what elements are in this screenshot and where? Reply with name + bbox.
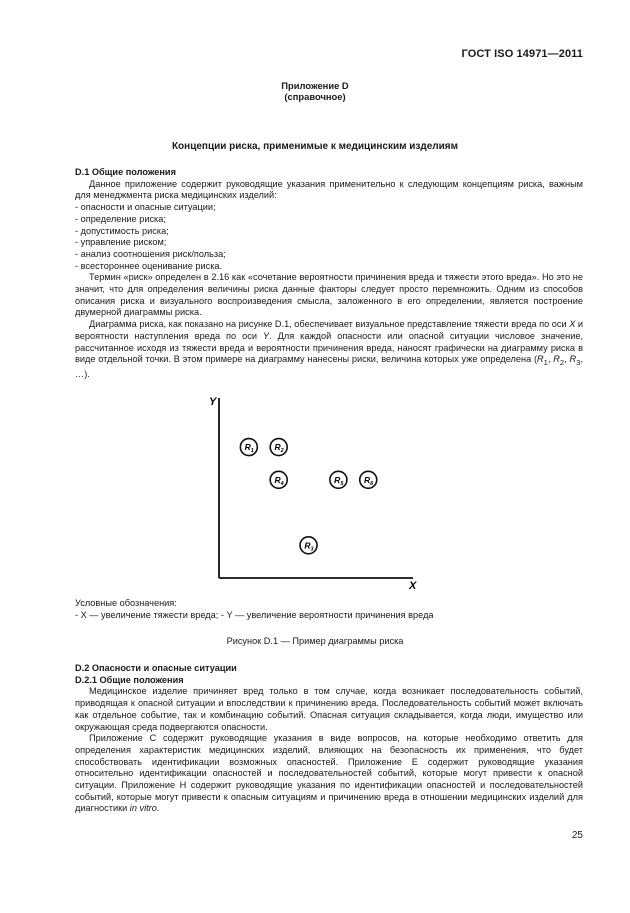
- section-d2-para1: Медицинское изделие причиняет вред только в том случае, когда возникает последовательность событий, приводящая к опасной ситуации и впоследствии к причинению вреда. Последовательность событий может включать как отдельное событие, так и комбинацию событий. Опасная ситуация складывается, когда люди, имущество или окружающая среда подвергаются опасности.: [75, 686, 583, 732]
- concept-list: [75, 202, 583, 272]
- risk-chart: [205, 392, 425, 592]
- risk-point-label: $R_4$: [274, 474, 284, 487]
- risk-point-r5: [330, 471, 347, 488]
- legend-text: - X — увеличение тяжести вреда; - Y — увеличение вероятности причинения вреда: [75, 609, 434, 620]
- risk-point-label: $R_2$: [274, 442, 284, 455]
- risk-point-label: $R_3$: [304, 540, 314, 553]
- para2-text: Приложение С содержит руководящие указания в виде вопросов, на которые необходимо ответить для определения характеристик медицинских изделий, влияющих на безопасность их применения, что будет способствовать идентификации возможных опасностей. Приложение Е содержит руководящие указания относительно идентификации опасностей и последовательностей событий, которые могут привести к опасной ситуации. Приложение Н содержит руководящие указания по идентификации опасностей и последовательностей событий, которые могут привести к опасным ситуациям и причинению вреда в отношении медицинских изделий для диагностики: [75, 733, 583, 814]
- risk-point-label: $R_5$: [334, 474, 344, 487]
- annex-type: (справочное): [284, 91, 346, 102]
- section-d1-para2: Термин «риск» определен в 2.16 как «сочетание вероятности причинения вреда и тяжести этого вреда». Но это не значит, что для определения величины риска данные факторы следует просто перемножить. Одним из способов описания риска и визуального воспроизведения смысла, заложенного в его определении, является построение двумерной диаграммы риска.: [75, 272, 583, 318]
- y-axis-label: Y: [209, 396, 217, 408]
- x-axis-label: X: [409, 580, 417, 592]
- risk-point-r2: [270, 439, 287, 456]
- page-number: 25: [571, 830, 583, 841]
- concept-list-item: - всестороннее оценивание риска.: [75, 260, 223, 271]
- section-d2-1-heading: D.2.1 Общие положения: [75, 674, 184, 685]
- risk-r1-ref: R: [537, 354, 544, 365]
- risk-points: [240, 439, 376, 554]
- concept-list-item: - управление риском;: [75, 237, 167, 248]
- axis-y-ref: Y: [262, 330, 270, 341]
- para3-text: . Для каждой опасности или опасной ситуации числовое значение, рассчитанное исходя из тяжести вреда и вероятности причинения вреда, наносят графически на диаграмму риска в виде отдельной точки. В этом примере на диаграмму нанесены риски, величина которых уже определена (: [75, 330, 583, 365]
- risk-point-r1: [240, 439, 257, 456]
- section-d1-para3: Диаграмма риска, как показано на рисунке D.1, обеспечивает визуальное представление тяжести вреда по оси X и вероятности наступления вреда по оси Y. Для каждой опасности или опасной ситуации числовое значение, рассчитанное исходя из тяжести вреда и вероятности причинения вреда, наносят графически на диаграмму риска в виде отдельной точки. В этом примере на диаграмму нанесены риски, величина которых уже определена ($R_1$, $R_2$, $R_3$, …).: [75, 319, 584, 379]
- para2-text: .: [156, 803, 160, 814]
- risk-r3-ref: R: [569, 354, 577, 365]
- document-title: Концепции риска, применимые к медицинским изделиям: [171, 141, 459, 152]
- annex-label: Приложение D: [281, 80, 349, 91]
- para3-text: Диаграмма риска, как показано на рисунке D.1, обеспечивает визуальное представление тяжести вреда по оси: [89, 319, 570, 330]
- section-d1: [75, 167, 583, 380]
- risk-r2-ref: R: [553, 354, 560, 365]
- figure-caption: Рисунок D.1 — Пример диаграммы риска: [226, 636, 404, 646]
- risk-r3-sub: 3: [576, 358, 581, 368]
- section-d1-intro: Данное приложение содержит руководящие указания применительно к следующим концепциям риска, важным для менеджмента риска медицинских изделий:: [75, 178, 583, 201]
- section-d2: [75, 663, 583, 815]
- risk-r2-sub: 2: [559, 358, 565, 368]
- risk-point-label: $R_1$: [244, 442, 254, 455]
- risk-point-r4: [270, 471, 287, 488]
- annex-title: [0, 80, 630, 102]
- section-d2-heading: D.2 Опасности и опасные ситуации: [75, 663, 237, 673]
- para3-text: и вероятности наступления вреда по оси: [75, 319, 584, 341]
- section-d1-heading: D.1 Общие положения: [75, 167, 176, 177]
- concept-list-item: - анализ соотношения риск/польза;: [75, 248, 226, 259]
- in-vitro: in vitro: [129, 803, 157, 814]
- risk-point-r6: [360, 471, 377, 488]
- concept-list-item: - определение риска;: [75, 213, 166, 224]
- para3-text: , …).: [75, 354, 583, 379]
- axis-x-ref: X: [569, 319, 576, 330]
- section-d2-para2: [75, 733, 583, 815]
- concept-list-item: - опасности и опасные ситуации;: [75, 202, 216, 213]
- figure-legend: [75, 598, 583, 621]
- risk-point-label: $R_6$: [364, 474, 374, 487]
- risk-r1-sub: 1: [543, 358, 548, 368]
- legend-title: Условные обозначения:: [75, 598, 177, 608]
- risk-point-r3: [300, 537, 317, 554]
- standard-header: ГОСТ ISO 14971—2011: [461, 48, 583, 60]
- concept-list-item: - допустимость риска;: [75, 225, 169, 236]
